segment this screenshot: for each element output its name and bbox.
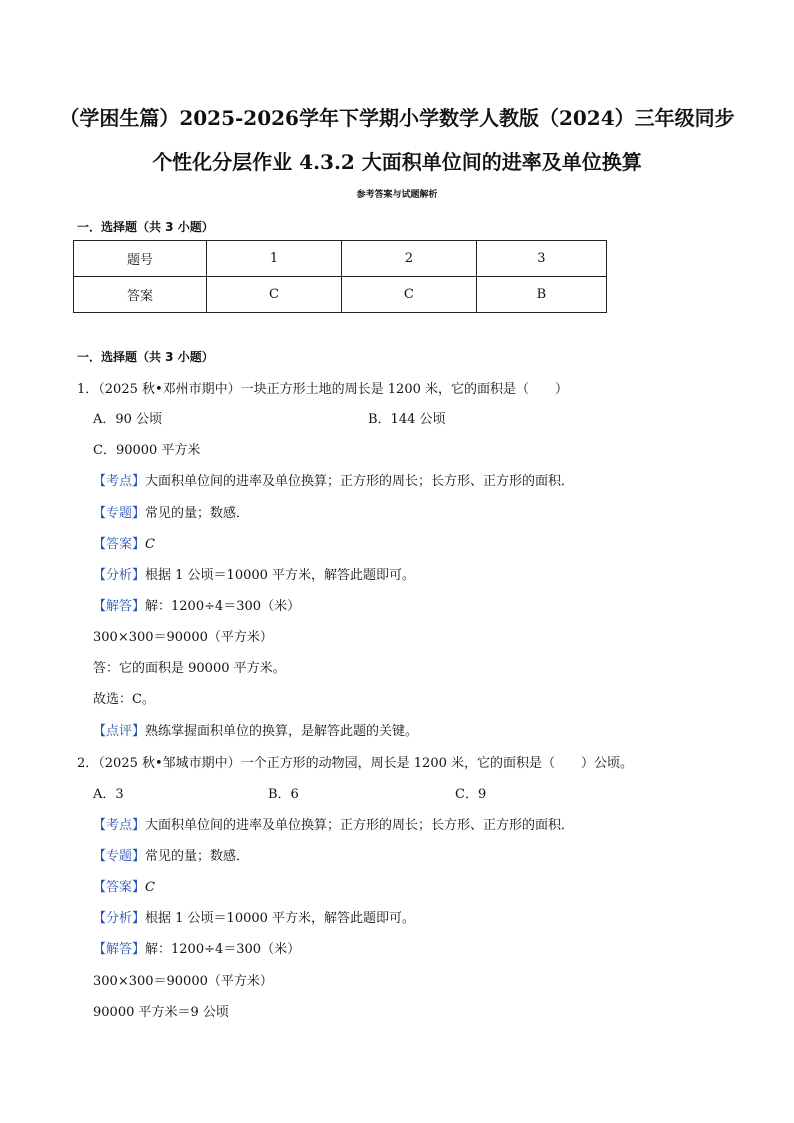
question-2-step-3: 90000 平方米＝9 公顷 <box>93 1005 229 1020</box>
question-1-option-a: A．90 公顷 <box>93 412 163 427</box>
question-1-daan <box>93 536 155 554</box>
jieda-tag: 【解答】 <box>93 942 146 957</box>
dianping-tag: 【点评】 <box>93 724 146 739</box>
fenxi-text: 根据 1 公顷＝10000 平方米，解答此题即可。 <box>145 911 416 926</box>
question-1-option-b: B．144 公顷 <box>368 412 446 427</box>
question-2-jieda <box>93 941 300 959</box>
table-row <box>74 241 607 277</box>
question-1-option-c: C．90000 平方米 <box>93 443 201 458</box>
question-2-option-b: B．6 <box>268 787 299 802</box>
document-subtitle: 参考答案与试题解析 <box>356 190 438 200</box>
document-title-line2: 个性化分层作业 4.3.2 大面积单位间的进率及单位换算 <box>152 150 642 174</box>
question-1-stem: 1．（2025 秋•邓州市期中）一块正方形土地的周长是 1200 米，它的面积是（ ） <box>77 382 569 397</box>
question-2-option-c: C．9 <box>455 787 487 802</box>
question-1-step-4: 故选：C。 <box>93 692 155 707</box>
question-2-zhuanti <box>93 848 249 866</box>
question-2-step-2: 300×300＝90000（平方米） <box>93 974 273 989</box>
fenxi-tag: 【分析】 <box>93 911 146 926</box>
question-2-daan <box>93 879 155 897</box>
kaodian-tag: 【考点】 <box>93 474 146 489</box>
table-cell: 答案 <box>74 277 207 313</box>
daan-text: C <box>145 880 155 895</box>
zhuanti-text: 常见的量；数感． <box>145 506 250 521</box>
zhuanti-tag: 【专题】 <box>93 506 146 521</box>
question-1-dianping <box>93 723 418 741</box>
question-1-kaodian <box>93 473 574 491</box>
question-2-option-a: A．3 <box>93 787 124 802</box>
answer-table <box>73 240 607 313</box>
daan-tag: 【答案】 <box>93 537 146 552</box>
question-1-jieda <box>93 598 300 616</box>
zhuanti-tag: 【专题】 <box>93 849 146 864</box>
daan-tag: 【答案】 <box>93 880 146 895</box>
daan-text: C <box>145 537 155 552</box>
kaodian-text: 大面积单位间的进率及单位换算；正方形的周长；长方形、正方形的面积． <box>145 474 575 489</box>
question-1-step-2: 300×300＝90000（平方米） <box>93 630 273 645</box>
kaodian-tag: 【考点】 <box>93 818 146 833</box>
table-cell: 题号 <box>74 241 207 277</box>
table-cell: 1 <box>207 241 342 277</box>
table-cell: C <box>341 277 476 313</box>
question-1-fenxi <box>93 567 415 585</box>
solution-section-heading: 一．选择题（共 3 小题） <box>77 350 214 364</box>
table-cell: 2 <box>341 241 476 277</box>
question-2-stem: 2．（2025 秋•邹城市期中）一个正方形的动物园，周长是 1200 米，它的面积是（ ）公顷。 <box>77 756 634 771</box>
table-cell: B <box>476 277 606 313</box>
jieda-text: 解：1200÷4＝300（米） <box>145 599 301 614</box>
question-2-kaodian <box>93 817 574 835</box>
question-1-zhuanti <box>93 505 249 523</box>
jieda-tag: 【解答】 <box>93 599 146 614</box>
fenxi-text: 根据 1 公顷＝10000 平方米，解答此题即可。 <box>145 568 416 583</box>
document-title-line1: （学困生篇）2025-2026学年下学期小学数学人教版（2024）三年级同步 <box>59 106 735 130</box>
jieda-text: 解：1200÷4＝300（米） <box>145 942 301 957</box>
zhuanti-text: 常见的量；数感． <box>145 849 250 864</box>
question-2-fenxi <box>93 910 415 928</box>
dianping-text: 熟练掌握面积单位的换算，是解答此题的关键。 <box>145 724 419 739</box>
question-1-step-3: 答：它的面积是 90000 平方米。 <box>93 661 286 676</box>
fenxi-tag: 【分析】 <box>93 568 146 583</box>
answer-section-heading: 一．选择题（共 3 小题） <box>77 220 214 234</box>
kaodian-text: 大面积单位间的进率及单位换算；正方形的周长；长方形、正方形的面积． <box>145 818 575 833</box>
table-cell: C <box>207 277 342 313</box>
table-row <box>74 277 607 313</box>
table-cell: 3 <box>476 241 606 277</box>
